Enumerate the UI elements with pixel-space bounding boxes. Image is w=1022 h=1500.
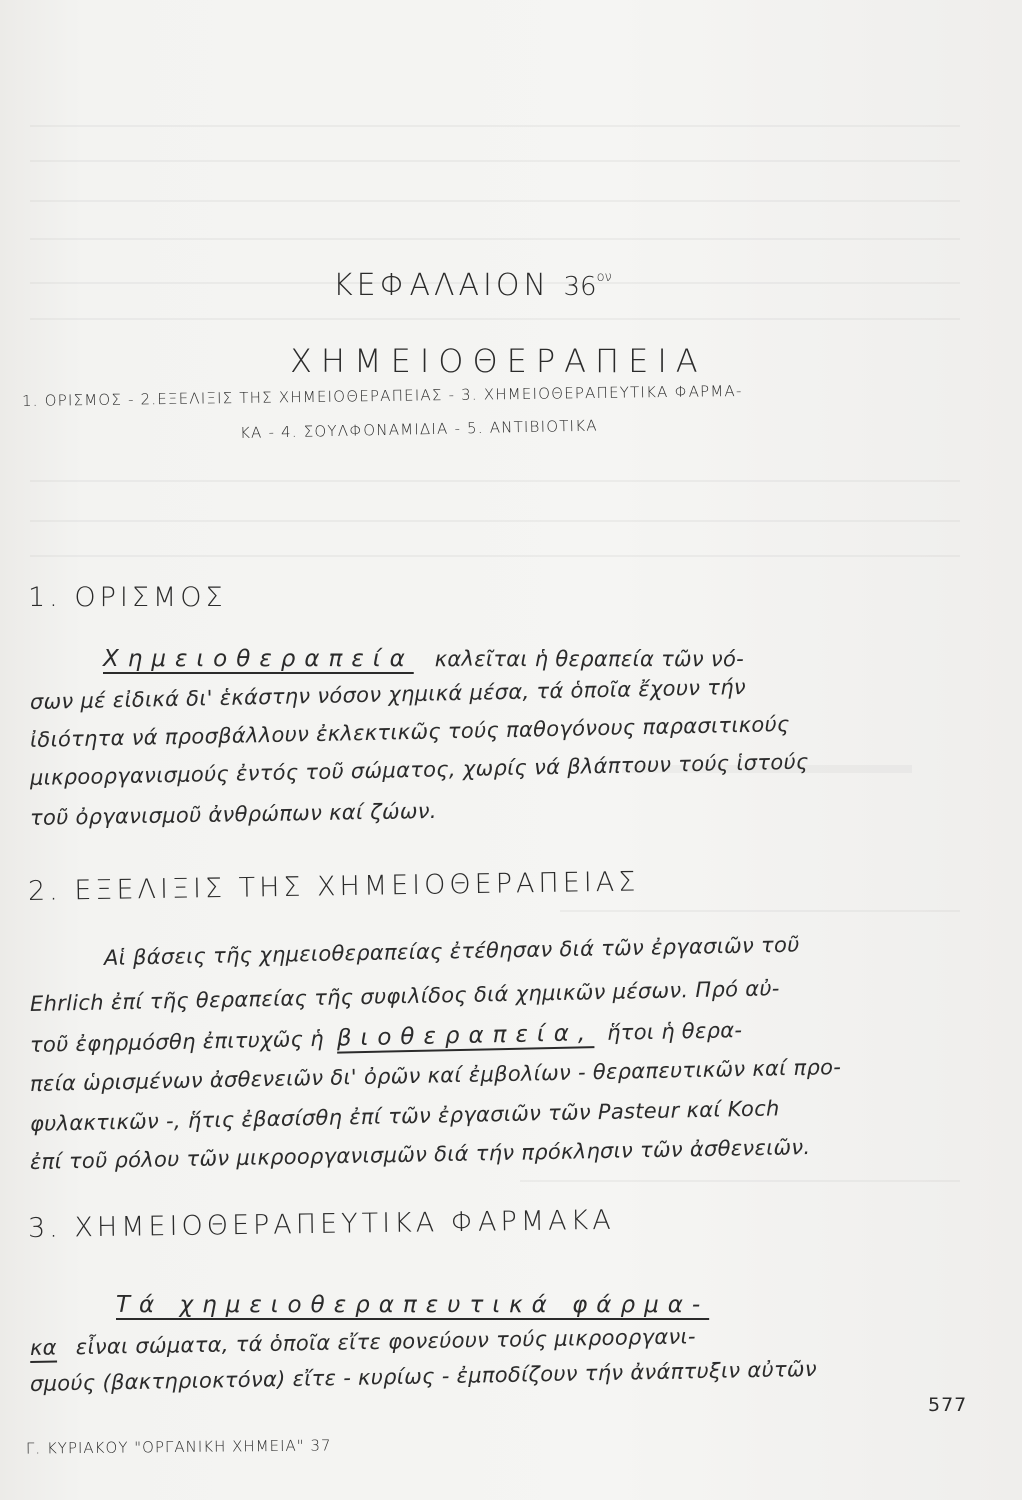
section-1-line-5: τοῦ ὀργανισμοῦ ἀνθρώπων καί ζώων.	[29, 798, 437, 830]
section-heading-2: 2. ΕΞΕΛΙΞΙΣ ΤΗΣ ΧΗΜΕΙΟΘΕΡΑΠΕΙΑΣ	[27, 866, 640, 907]
bleed-through-line	[520, 1180, 960, 1182]
chapter-label: ΚΕΦΑΛΑΙΟΝ	[333, 268, 550, 303]
chapter-title: ΧΗΜΕΙΟΘΕΡΑΠΕΙΑ	[290, 342, 707, 380]
chapter-heading	[333, 268, 612, 303]
contents-line-2: ΚΑ - 4. ΣΟΥΛΦΟΝΑΜΙΔΙΑ - 5. ΑΝΤΙΒΙΟΤΙΚΑ	[239, 416, 598, 442]
bleed-through-line	[30, 160, 960, 162]
bleed-through-line	[30, 318, 960, 320]
section-3-text: εἶναι σώματα, τά ὁποῖα εἴτε φονεύουν τούς μικροοργανι-	[75, 1324, 696, 1360]
section-2-term: βιοθεραπεία,	[336, 1020, 595, 1052]
bleed-through-line	[30, 200, 960, 202]
section-2-text-before-term: τοῦ ἐφηρμόσθη ἐπιτυχῶς ἡ	[29, 1026, 325, 1057]
section-2-text-after-term: ἥτοι ἡ θερα-	[606, 1018, 743, 1045]
section-3-term-end: κα	[29, 1335, 58, 1360]
contents-line-1: 1. ΟΡΙΣΜΟΣ - 2.ΕΞΕΛΙΞΙΣ ΤΗΣ ΧΗΜΕΙΟΘΕΡΑΠΕΙΑΣ - 3. ΧΗΜΕΙΟΘΕΡΑΠΕΥΤΙΚΑ ΦΑΡΜΑ-	[21, 381, 743, 410]
bleed-through-line	[30, 480, 960, 482]
section-1-line-2: σων μέ εἰδικά δι' ἑκάστην νόσον χημικά μέσα, τά ὁποῖα ἔχουν τήν	[29, 675, 747, 714]
bleed-through-line	[30, 555, 960, 557]
chapter-number	[563, 272, 611, 302]
section-2-line-5: φυλακτικῶν -, ἥτις ἐβασίσθη ἐπί τῶν ἐργασιῶν τῶν Pasteur καί Koch	[29, 1096, 780, 1136]
page-number: 577	[928, 1394, 968, 1416]
footer-author-note: Γ. ΚΥΡΙΑΚΟΥ "ΟΡΓΑΝΙΚΗ ΧΗΜΕΙΑ" 37	[25, 1436, 332, 1458]
bleed-through-line	[30, 238, 960, 240]
section-2-line-1: Αἱ βάσεις τῆς χημειοθεραπείας ἐτέθησαν διά τῶν ἐργασιῶν τοῦ	[103, 932, 800, 970]
section-1-term: Χημειοθεραπεία	[103, 646, 414, 672]
section-2-line-2: Ehrlich ἐπί τῆς θεραπείας τῆς συφιλίδος διά χημικῶν μέσων. Πρό αὐ-	[29, 976, 780, 1016]
section-heading-1: 1. ΟΡΙΣΜΟΣ	[28, 582, 227, 613]
bleed-through-line	[560, 910, 960, 912]
section-3-line-3: σμούς (βακτηριοκτόνα) εἴτε - κυρίως - ἐμποδίζουν τήν ἀνάπτυξιν αὐτῶν	[29, 1356, 818, 1396]
section-1-text: καλεῖται ἡ θεραπεία τῶν νό-	[434, 647, 744, 671]
section-2-line-6: ἐπί τοῦ ρόλου τῶν μικροοργανισμῶν διά τήν πρόκλησιν τῶν ἀσθενειῶν.	[29, 1135, 811, 1174]
section-2-line-4: πεία ὡρισμένων ἀσθενειῶν δι' ὀρῶν καί ἐμβολίων - θεραπευτικῶν καί προ-	[29, 1055, 842, 1096]
section-1-line-3: ἰδιότητα νά προσβάλλουν ἐκλεκτικῶς τούς παθογόνους παρασιτικούς	[29, 712, 790, 752]
section-1-line-4: μικροοργανισμούς ἐντός τοῦ σώματος, χωρίς νά βλάπτουν τούς ἱστούς	[29, 749, 809, 790]
chapter-number-value: 36	[563, 272, 597, 302]
bleed-through-line	[30, 125, 960, 127]
section-3-line-2	[30, 1324, 696, 1360]
section-2-line-3	[30, 1017, 743, 1058]
chapter-ordinal-suffix: ον	[596, 270, 612, 285]
section-3-line-1	[116, 1292, 709, 1318]
section-3-term: Τά χημειοθεραπευτικά φάρμα-	[116, 1292, 710, 1318]
bleed-through-line	[30, 520, 960, 522]
section-1-line-1	[103, 646, 744, 672]
section-heading-3: 3. ΧΗΜΕΙΟΘΕΡΑΠΕΥΤΙΚΑ ΦΑΡΜΑΚΑ	[27, 1204, 615, 1244]
